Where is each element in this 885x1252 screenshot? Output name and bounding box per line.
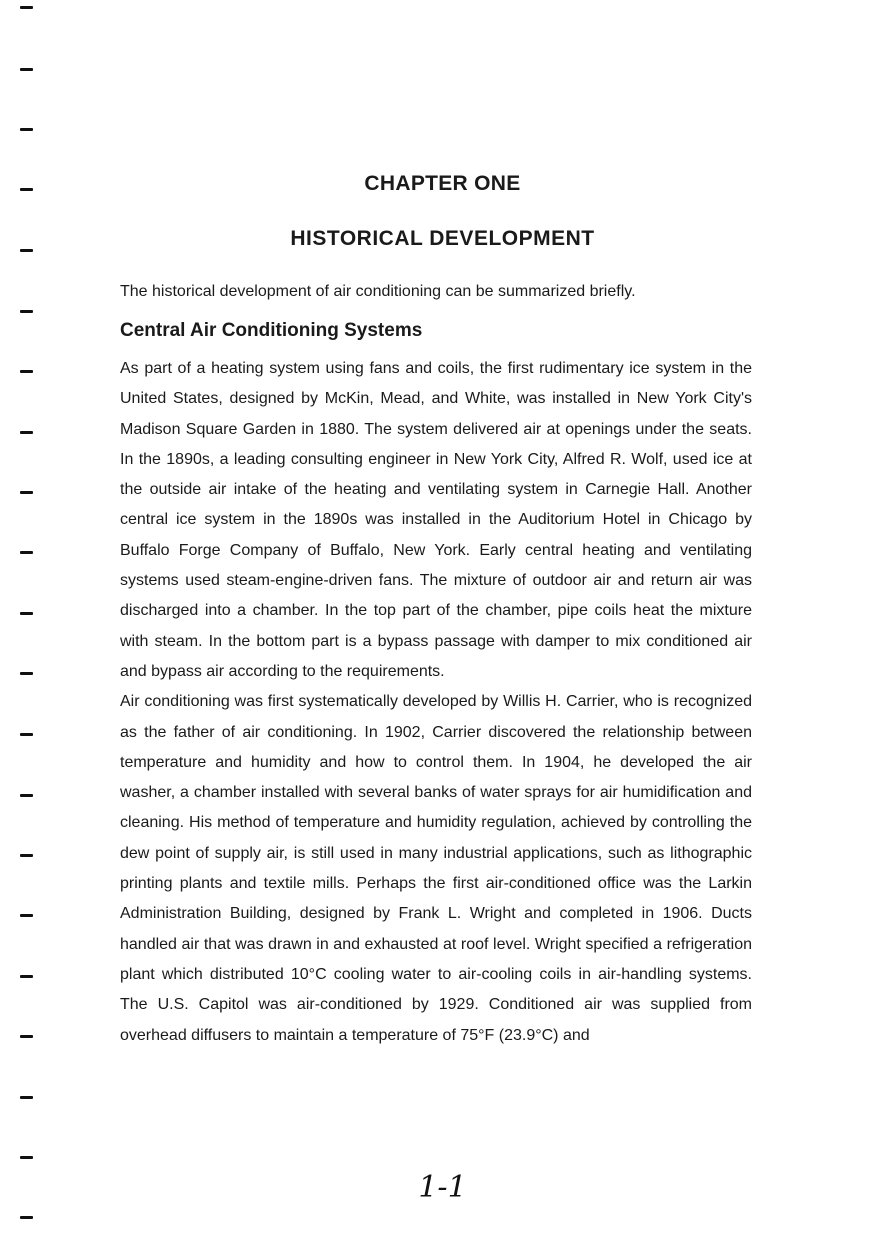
- page-number: 1-1: [418, 1170, 467, 1205]
- margin-mark: [20, 1035, 33, 1038]
- margin-mark: [20, 6, 33, 9]
- margin-mark: [20, 672, 33, 675]
- subsection-heading: Central Air Conditioning Systems: [120, 320, 423, 341]
- margin-mark: [20, 612, 33, 615]
- intro-sentence: The historical development of air conditioning can be summarized briefly.: [120, 283, 636, 300]
- margin-mark: [20, 1156, 33, 1159]
- margin-mark: [20, 794, 33, 797]
- paragraph: Air conditioning was first systematically developed by Willis H. Carrier, who is recognized as the father of air conditioning. In 1902, Carrier discovered the relationship between temperature and humidity and how to control them. In 1904, he developed the air washer, a chamber installed with several banks of water sprays for air humidification and cleaning. His method of temperature and humidity regulation, achieved by controlling the dew point of supply air, is still used in many industrial applications, such as lithographic printing plants and textile mills. Perhaps the first air-conditioned office was the Larkin Administration Building, designed by Frank L. Wright and completed in 1906. Ducts handled air that was drawn in and exhausted at roof level. Wright specified a refrigeration plant which distributed 10°C cooling water to air-cooling coils in air-handling systems. The U.S. Capitol was air-conditioned by 1929. Conditioned air was supplied from overhead diffusers to maintain a temperature of 75°F (23.9°C) and: [120, 693, 752, 1044]
- margin-mark: [20, 914, 33, 917]
- margin-mark: [20, 431, 33, 434]
- margin-mark: [20, 68, 33, 71]
- margin-mark: [20, 1096, 33, 1099]
- margin-mark: [20, 975, 33, 978]
- margin-mark: [20, 733, 33, 736]
- margin-mark: [20, 310, 33, 313]
- margin-mark: [20, 854, 33, 857]
- margin-mark: [20, 491, 33, 494]
- margin-mark: [20, 551, 33, 554]
- section-heading: HISTORICAL DEVELOPMENT: [290, 227, 595, 250]
- paragraph: As part of a heating system using fans and coils, the first rudimentary ice system in the United States, designed by McKin, Mead, and White, was installed in New York City's Madison Square Garden in 1880. The system delivered air at openings under the seats. In the 1890s, a leading consulting engineer in New York City, Alfred R. Wolf, used ice at the outside air intake of the heating and ventilating system in Carnegie Hall. Another central ice system in the 1890s was installed in the Auditorium Hotel in Chicago by Buffalo Forge Company of Buffalo, New York. Early central heating and ventilating systems used steam-engine-driven fans. The mixture of outdoor air and return air was discharged into a chamber. In the top part of the chamber, pipe coils heat the mixture with steam. In the bottom part is a bypass passage with damper to mix conditioned air and bypass air according to the requirements.: [120, 360, 752, 680]
- chapter-title: CHAPTER ONE: [364, 172, 521, 195]
- margin-mark: [20, 1216, 33, 1219]
- margin-mark: [20, 370, 33, 373]
- margin-mark: [20, 128, 33, 131]
- body-text: [120, 354, 752, 1051]
